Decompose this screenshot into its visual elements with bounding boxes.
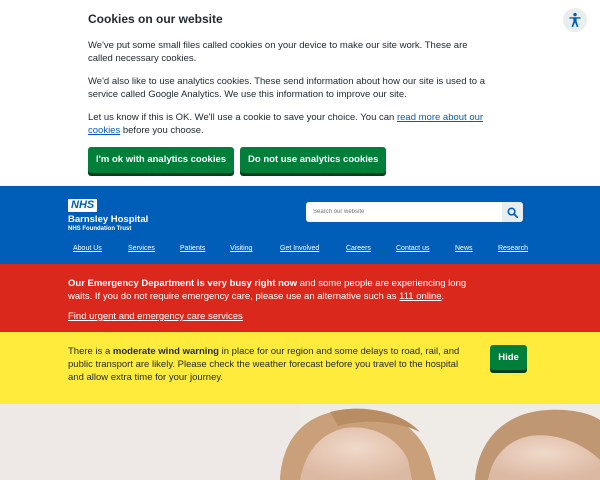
emergency-message [68, 277, 468, 303]
nhs-logo: NHS [68, 199, 97, 212]
org-name: Barnsley Hospital [68, 214, 149, 225]
org-subtitle: NHS Foundation Trust [68, 226, 132, 232]
hero-illustration [0, 404, 600, 480]
search-button[interactable] [502, 202, 523, 222]
hero-image [0, 404, 600, 480]
weather-message [68, 345, 468, 384]
nav-item-get-involved[interactable]: Get Involved [280, 245, 320, 252]
cookie-text-before: Let us know if this is OK. We'll use a cookie to save your choice. You can [88, 112, 397, 123]
nav-item-patients[interactable]: Patients [180, 245, 206, 252]
nav-item-careers[interactable]: Careers [346, 245, 371, 252]
cookie-buttons [88, 147, 488, 173]
search-form [306, 202, 523, 222]
main-nav [73, 245, 533, 255]
urgent-care-services-link[interactable]: Find urgent and emergency care services [68, 311, 243, 322]
weather-warning-banner [0, 332, 600, 404]
nav-item-visiting[interactable]: Visiting [230, 245, 253, 252]
cookie-paragraph-3 [88, 111, 488, 137]
search-input[interactable] [306, 202, 502, 222]
accessibility-icon [567, 12, 583, 28]
site-logo[interactable] [68, 195, 148, 233]
emergency-text-1: and some people are experiencing long waits. If you do not require emergency care, please use an alternative such as [68, 278, 467, 302]
nav-item-research[interactable]: Research [498, 245, 528, 252]
cookie-read-more-link[interactable]: read more about our cookies [88, 112, 484, 136]
cookie-title: Cookies on our website [88, 12, 223, 26]
weather-text-1: There is a [68, 346, 113, 357]
reject-analytics-cookies-button[interactable]: Do not use analytics cookies [240, 147, 386, 173]
nav-item-about-us[interactable]: About Us [73, 245, 102, 252]
cookie-text-after: before you choose. [120, 125, 204, 136]
cookie-content [88, 12, 488, 173]
weather-text-2: in place for our region and some delays to road, rail, and public transport are likely. Please check the weather forecast before you travel to the hospital and allow extra time for your journey. [68, 346, 460, 383]
hide-banner-button[interactable]: Hide [490, 345, 527, 370]
emergency-bold-text: Our Emergency Department is very busy right now [68, 278, 298, 289]
accessibility-button[interactable] [563, 8, 587, 32]
site-header [0, 186, 600, 264]
nav-item-news[interactable]: News [455, 245, 473, 252]
nav-item-contact-us[interactable]: Contact us [396, 245, 430, 252]
cookie-banner [0, 0, 600, 186]
cookie-paragraph-2: We'd also like to use analytics cookies. These send information about how our site is used to a service called Google Analytics. We use this information to improve our site. [88, 76, 485, 100]
emergency-alert-banner [0, 264, 600, 332]
nav-item-services[interactable]: Services [128, 245, 155, 252]
link-111-online[interactable]: 111 online [399, 291, 442, 302]
cookie-paragraph-1: We've put some small files called cookies on your device to make our site work. These are called necessary cookies. [88, 40, 468, 64]
emergency-text-2: . [441, 291, 445, 302]
accept-analytics-cookies-button[interactable]: I'm ok with analytics cookies [88, 147, 234, 173]
weather-bold-text: moderate wind warning [112, 346, 219, 357]
search-icon [507, 207, 518, 218]
